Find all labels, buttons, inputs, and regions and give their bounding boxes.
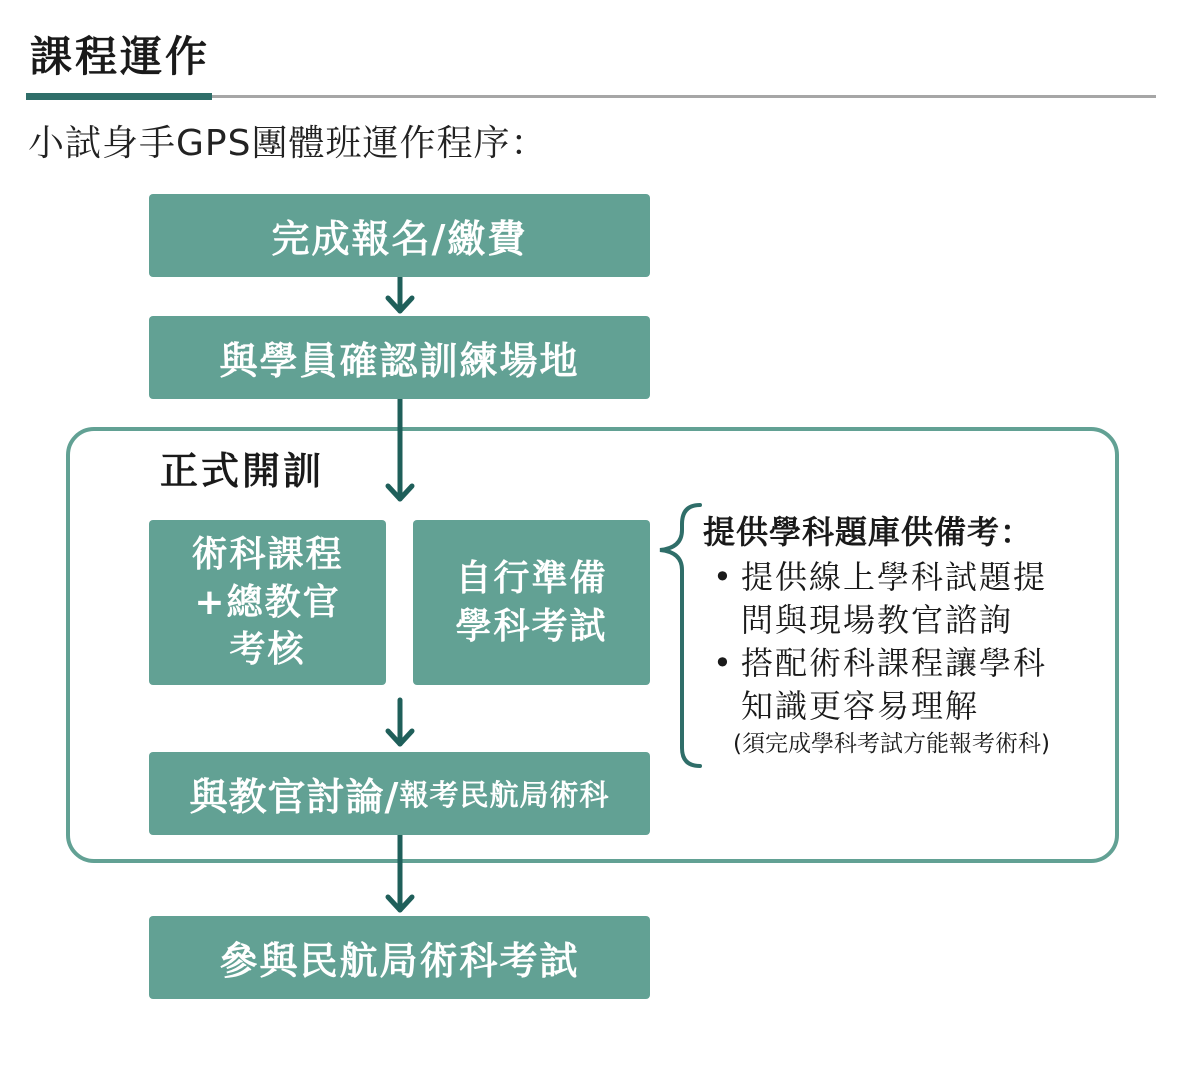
side-item-1-line-1: 提供線上學科試題提 bbox=[741, 558, 1048, 596]
arrow-training-to-discuss bbox=[388, 700, 412, 744]
section-title: 課程運作 bbox=[30, 32, 211, 81]
step-final-exam-label: 參與民航局術科考試 bbox=[219, 939, 580, 983]
arrow-step2-to-training bbox=[388, 399, 412, 499]
step-register-pay-label: 完成報名/繳費 bbox=[271, 217, 528, 261]
bullet-dot: • bbox=[713, 558, 734, 596]
practical-course-box bbox=[149, 520, 386, 685]
page-subtitle: 小試身手GPS團體班運作程序： bbox=[28, 123, 548, 164]
practical-line-3: 考核 bbox=[229, 629, 306, 671]
side-item-with-practical bbox=[713, 642, 1047, 728]
practical-line-2: +總教官 bbox=[194, 581, 341, 623]
arrow-discuss-to-final bbox=[388, 835, 412, 910]
step-discuss-main: 與教官討論/ bbox=[189, 775, 400, 819]
bullet-dot: • bbox=[713, 644, 734, 682]
curly-brace bbox=[660, 505, 700, 766]
side-item-1-line-2: 問與現場教官諮詢 bbox=[741, 601, 1014, 639]
side-item-2-line-2: 知識更容易理解 bbox=[741, 687, 980, 725]
training-phase-label: 正式開訓 bbox=[160, 449, 325, 493]
step-discuss-suffix: 報考民航局術科 bbox=[399, 778, 610, 812]
step-discuss-apply bbox=[149, 752, 650, 835]
practical-line-1: 術科課程 bbox=[191, 534, 344, 576]
step-confirm-venue-label: 與學員確認訓練場地 bbox=[219, 339, 580, 383]
side-panel-note: (須完成學科考試方能報考術科) bbox=[733, 731, 1050, 757]
side-item-2-line-1: 搭配術科課程讓學科 bbox=[741, 644, 1048, 682]
self-study-line-2: 學科考試 bbox=[455, 605, 608, 647]
self-study-box bbox=[413, 520, 650, 685]
step-final-exam bbox=[149, 916, 650, 999]
step-register-pay bbox=[149, 194, 650, 277]
side-item-online-bank bbox=[713, 556, 1047, 642]
arrow-step1-to-step2 bbox=[388, 277, 412, 311]
self-study-line-1: 自行準備 bbox=[455, 557, 608, 599]
side-panel-heading: 提供學科題庫供備考： bbox=[703, 513, 1034, 551]
step-confirm-venue bbox=[149, 316, 650, 399]
